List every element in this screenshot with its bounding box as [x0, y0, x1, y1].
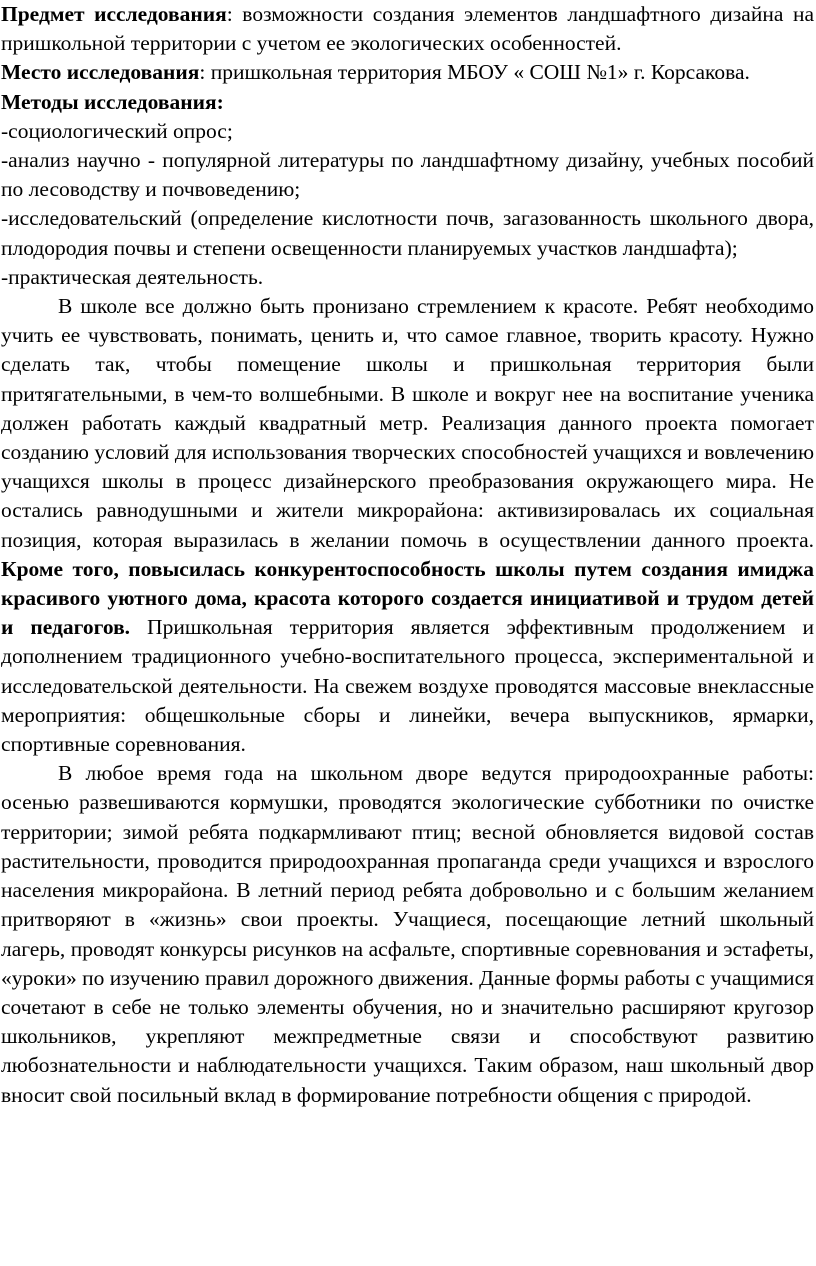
place-label: Место исследования: [1, 60, 200, 85]
method-item: -исследовательский (определение кислотности почв, загазованность школьного двора, плодородия почвы и степени освещенности планируемых участков ландшафта);: [1, 206, 814, 260]
paragraph-1-bold-text: Кроме того, повысилась конкурентоспособность школы путем создания имиджа красивого уютного дома, красота которого создается инициативой и трудом детей и педагогов.: [1, 556, 814, 640]
method-item: -социологический опрос;: [1, 118, 233, 143]
place-text: : пришкольная территория МБОУ « СОШ №1» г. Корсакова.: [199, 60, 750, 85]
methods-heading: Методы исследования:: [1, 89, 224, 114]
subject-line: [1, 0, 814, 58]
place-line: [1, 58, 814, 87]
body-paragraph-1: [1, 292, 814, 759]
subject-label: Предмет исследования: [1, 2, 227, 26]
subject-text: : возможности создания элементов ландшафтного дизайна на пришкольной территории с учетом ее экологических особенностей.: [1, 2, 815, 56]
body-paragraph-2: В любое время года на школьном дворе ведутся природоохранные работы: осенью развешиваются кормушки, проводятся экологические субботники по очистке территории; зимой ребята подкармливают птиц; весной обновляется видовой состав растительности, проводится природоохранная пропаганда среди учащихся и взрослого населения микрорайона. В летний период ребята добровольно и с большим желанием притворяют в «жизнь» свои проекты. Учащиеся, посещающие летний школьный лагерь, проводят конкурсы рисунков на асфальте, спортивные соревнования и эстафеты, «уроки» по изучению правил дорожного движения. Данные формы работы с учащимися сочетают в себе не только элементы обучения, но и значительно расширяют кругозор школьников, укрепляют межпредметные связи и способствуют развитию любознательности и наблюдательности учащихся. Таким образом, наш школьный двор вносит свой посильный вклад в формирование потребности общения с природой.: [1, 761, 814, 1107]
paragraph-1-text: В школе все должно быть пронизано стремлением к красоте. Ребят необходимо учить ее чувствовать, понимать, ценить и, что самое главное, творить красоту. Нужно сделать так, чтобы помещение школы и пришкольная территория были притягательными, в чем-то волшебными. В школе и вокруг нее на воспитание ученика должен работать каждый квадратный метр. Реализация данного проекта помогает созданию условий для использования творческих способностей учащихся и вовлечению учащихся школы в процесс дизайнерского преобразования окружающего мира. Не остались равнодушными и жители микрорайона: активизировалась их социальная позиция, которая выразилась в желании помочь в осуществлении данного проекта.: [1, 294, 814, 552]
paragraph-1-text-end: Пришкольная территория является эффективным продолжением и дополнением традиционного учебно-воспитательного процесса, экспериментальной и исследовательской деятельности. На свежем воздухе проводятся массовые внеклассные мероприятия: общешкольные сборы и линейки, вечера выпускников, ярмарки, спортивные соревнования.: [1, 615, 814, 757]
method-item: -практическая деятельность.: [1, 264, 264, 289]
method-item: -анализ научно - популярной литературы по ландшафтному дизайну, учебных пособий по лесоводству и почвоведению;: [1, 148, 814, 202]
